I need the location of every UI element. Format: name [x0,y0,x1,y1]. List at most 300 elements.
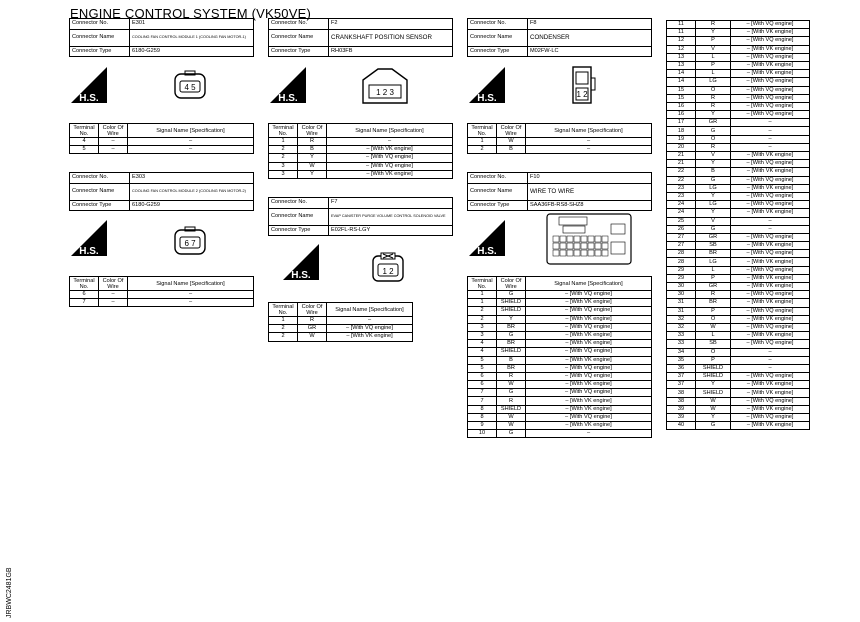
wire-color-cell: GR [696,119,731,127]
signal-name-cell: – [With VQ engine] [731,21,810,29]
wire-color-cell: P [696,61,731,69]
signal-name-cell: – [128,299,254,307]
signal-name-cell: – [With VK engine] [731,422,810,430]
wire-color-cell: – [99,299,128,307]
table-row [667,233,810,241]
signal-name-cell: – [With VQ engine] [731,86,810,94]
terminal-no-cell: 7 [70,299,99,307]
terminal-no-cell: 15 [667,94,696,102]
table-row [667,192,810,200]
wire-color-cell: SHIELD [497,299,526,307]
terminal-no-cell: 2 [468,307,497,315]
table-row [468,315,652,323]
signal-name-cell: – [With VQ engine] [731,414,810,422]
wire-color-cell: W [298,333,327,341]
terminal-no-cell: 28 [667,258,696,266]
terminal-no-cell: 11 [667,21,696,29]
signal-name-cell: – [With VK engine] [731,29,810,37]
table-row [667,176,810,184]
terminal-no-cell: 37 [667,373,696,381]
wire-color-cell: W [497,413,526,421]
page-title: ENGINE CONTROL SYSTEM (VK50VE) [70,6,312,21]
connector-no-value: E303 [130,173,254,184]
connector-face-f7-icon [370,252,406,284]
terminal-no-cell: 4 [70,138,99,146]
table-row [667,21,810,29]
signal-name-cell: – [With VQ engine] [731,78,810,86]
signal-name-cell: – [With VQ engine] [526,372,652,380]
wire-color-cell: GR [696,233,731,241]
terminal-table-e301: Terminal No. Color Of Wire Signal Name [Specification] 4 – – 5 – – [69,123,254,154]
wire-color-cell: G [497,430,526,438]
signal-name-cell: – [With VQ engine] [327,325,413,333]
table-row [667,225,810,233]
table-row [667,340,810,348]
signal-name-cell: – [327,138,453,146]
table-row [667,242,810,250]
terminal-no-cell: 2 [269,146,298,154]
wire-color-cell: O [696,135,731,143]
table-row [667,168,810,176]
signal-name-cell: – [With VK engine] [731,209,810,217]
signal-name-cell: – [731,364,810,372]
wire-color-cell: LG [696,201,731,209]
signal-name-cell: – [With VQ engine] [731,53,810,61]
table-row [667,119,810,127]
wire-color-cell: SHIELD [696,373,731,381]
svg-text:1 2: 1 2 [576,90,588,99]
terminal-no-cell: 2 [269,325,298,333]
table-row [667,299,810,307]
wire-color-cell: SHIELD [497,307,526,315]
svg-text:H.S.: H.S. [79,246,99,257]
wire-color-cell: LG [696,184,731,192]
signal-name-cell: – [With VK engine] [731,184,810,192]
wire-color-cell: L [696,70,731,78]
wire-color-cell: LG [696,258,731,266]
terminal-no-cell: 13 [667,61,696,69]
signal-name-cell: – [With VQ engine] [731,192,810,200]
signal-name-cell: – [With VQ engine] [526,291,652,299]
terminal-no-cell: 26 [667,225,696,233]
connector-face-f2-icon [360,66,410,106]
signal-name-cell: – [With VQ engine] [731,250,810,258]
table-row [667,160,810,168]
hs-symbol-icon [467,61,507,105]
connector-info-e301 [69,18,254,57]
svg-text:H.S.: H.S. [278,93,298,104]
terminal-no-cell: 3 [269,162,298,170]
signal-name-cell: – [With VK engine] [731,274,810,282]
table-row [468,381,652,389]
connector-type-value: SAA36FB-RS8-SHZ8 [528,200,652,211]
table-row [667,201,810,209]
svg-text:1 2: 1 2 [382,267,394,276]
signal-name-cell: – [526,138,652,146]
signal-name-cell: – [With VQ engine] [327,162,453,170]
wire-color-cell: W [696,323,731,331]
table-row [70,138,254,146]
wire-color-cell: Y [298,154,327,162]
connector-type-value: E02FL-RS-LGY [329,225,453,236]
wire-color-cell: Y [696,111,731,119]
wire-color-cell: O [696,86,731,94]
table-row [667,266,810,274]
terminal-no-cell: 32 [667,323,696,331]
wire-color-cell: G [497,291,526,299]
terminal-no-cell: 11 [667,29,696,37]
signal-name-cell: – [With VQ engine] [731,102,810,110]
signal-name-cell: – [With VQ engine] [526,364,652,372]
hs-symbol-icon [467,214,507,258]
table-row [468,389,652,397]
terminal-no-cell: 20 [667,143,696,151]
wire-color-cell: – [99,138,128,146]
label-connector-type: Connector Type [70,46,130,57]
signal-name-cell: – [With VQ engine] [731,397,810,405]
terminal-no-cell: 39 [667,414,696,422]
table-row [269,325,413,333]
signal-name-cell: – [731,135,810,143]
terminal-no-cell: 12 [667,37,696,45]
wire-color-cell: G [696,422,731,430]
connector-type-value: 6180-G259 [130,46,254,57]
wire-color-cell: BR [696,250,731,258]
terminal-no-cell: 8 [468,405,497,413]
connector-name-value: COOLING FAN CONTROL MODULE 1 (COOLING FAN MOTOR-1) [130,29,254,46]
terminal-table-f8: Terminal No. Color Of Wire Signal Name [Specification] 1 W – 2 B – [467,123,652,154]
table-row [468,397,652,405]
terminal-no-cell: 35 [667,356,696,364]
signal-name-cell: – [With VK engine] [526,356,652,364]
wire-color-cell: V [696,217,731,225]
wire-color-cell: V [696,45,731,53]
svg-text:6 7: 6 7 [184,239,196,248]
terminal-no-cell: 16 [667,111,696,119]
connector-type-value: M02FW-LC [528,46,652,57]
signal-name-cell: – [731,119,810,127]
signal-name-cell: – [With VQ engine] [526,307,652,315]
signal-name-cell: – [With VK engine] [731,61,810,69]
wire-color-cell: BR [497,364,526,372]
table-row [269,317,413,325]
connector-face-e301-icon [172,69,208,103]
wire-color-cell: Y [298,170,327,178]
wire-color-cell: BR [696,299,731,307]
table-row [70,291,254,299]
signal-name-cell: – [With VK engine] [731,168,810,176]
wire-color-cell: W [298,162,327,170]
signal-name-cell: – [With VQ engine] [731,340,810,348]
wire-color-cell: R [696,143,731,151]
wire-color-cell: P [696,274,731,282]
connector-info-f2: Connector No. F2 Connector Name CRANKSHAFT POSITION SENSOR Connector Type RH03FB [268,18,453,57]
table-row [667,414,810,422]
svg-text:H.S.: H.S. [291,270,311,281]
table-row [667,37,810,45]
table-row [667,315,810,323]
terminal-no-cell: 38 [667,397,696,405]
signal-name-cell: – [With VK engine] [731,242,810,250]
signal-name-cell: – [With VK engine] [731,381,810,389]
table-row [667,373,810,381]
terminal-no-cell: 1 [468,299,497,307]
table-row [667,111,810,119]
wire-color-cell: O [696,315,731,323]
terminal-no-cell: 1 [468,138,497,146]
terminal-no-cell: 36 [667,364,696,372]
signal-name-cell: – [With VK engine] [731,299,810,307]
terminal-no-cell: 21 [667,160,696,168]
terminal-no-cell: 32 [667,315,696,323]
wire-color-cell: B [298,146,327,154]
terminal-no-cell: 1 [468,291,497,299]
signal-name-cell: – [731,217,810,225]
svg-text:JRBWC2481GB: JRBWC2481GB [6,567,13,618]
table-row [667,217,810,225]
terminal-no-cell: 1 [269,317,298,325]
signal-name-cell: – [731,356,810,364]
signal-name-cell: – [526,430,652,438]
connector-name-value: CRANKSHAFT POSITION SENSOR [329,29,453,46]
wire-color-cell: Y [696,381,731,389]
terminal-no-cell: 34 [667,348,696,356]
signal-name-cell: – [With VQ engine] [526,413,652,421]
terminal-no-cell: 31 [667,299,696,307]
table-row [667,422,810,430]
connector-info-f8: Connector No. F8 Connector Name CONDENSER Connector Type M02FW-LC [467,18,652,57]
terminal-no-cell: 7 [468,389,497,397]
terminal-no-cell: 21 [667,152,696,160]
signal-name-cell: – [With VQ engine] [327,154,453,162]
table-row [468,291,652,299]
connector-no-value: F8 [528,19,652,30]
signal-name-cell: – [With VK engine] [731,45,810,53]
table-row [667,70,810,78]
hs-symbol-icon [268,61,308,105]
terminal-table-f7: Terminal No. Color Of Wire Signal Name [Specification] 1 R – 2 GR – [With VQ engine] 2 W – [With VK engine] [268,302,413,342]
wire-color-cell: G [696,225,731,233]
wire-color-cell: R [497,397,526,405]
wire-color-cell: L [696,53,731,61]
terminal-no-cell: 23 [667,192,696,200]
terminal-no-cell: 6 [468,372,497,380]
connector-type-value: 6180-G259 [130,200,254,211]
signal-name-cell: – [With VQ engine] [731,94,810,102]
hs-symbol-icon [69,214,109,258]
table-row [468,146,652,154]
terminal-no-cell: 29 [667,266,696,274]
wire-color-cell: SHIELD [696,389,731,397]
wire-color-cell: R [298,138,327,146]
table-row [667,102,810,110]
wire-color-cell: Y [696,192,731,200]
connector-name-value: WIRE TO WIRE [528,183,652,200]
wire-color-cell: R [497,372,526,380]
wire-color-cell: R [696,102,731,110]
wire-color-cell: G [497,389,526,397]
signal-name-cell: – [327,317,413,325]
signal-name-cell: – [With VQ engine] [526,389,652,397]
wire-color-cell: BR [497,323,526,331]
svg-text:H.S.: H.S. [477,246,497,257]
signal-name-cell: – [With VK engine] [731,152,810,160]
terminal-no-cell: 22 [667,176,696,184]
connector-name-value: COOLING FAN CONTROL MODULE 2 (COOLING FAN MOTOR-2) [130,183,254,200]
table-row [667,250,810,258]
signal-name-cell: – [With VK engine] [526,422,652,430]
table-row [468,299,652,307]
wire-color-cell: Y [696,160,731,168]
terminal-no-cell: 33 [667,332,696,340]
terminal-no-cell: 40 [667,422,696,430]
terminal-no-cell: 7 [468,397,497,405]
table-row [667,332,810,340]
terminal-no-cell: 19 [667,135,696,143]
table-row [468,323,652,331]
terminal-no-cell: 24 [667,201,696,209]
wire-color-cell: – [99,146,128,154]
signal-name-cell: – [With VQ engine] [731,307,810,315]
wire-color-cell: R [298,317,327,325]
terminal-no-cell: 30 [667,283,696,291]
connector-name-value: CONDENSER [528,29,652,46]
hs-symbol-icon [69,61,109,105]
wire-color-cell: W [497,138,526,146]
table-row [667,143,810,151]
table-row [70,146,254,154]
table-row [468,348,652,356]
wire-color-cell: L [696,332,731,340]
signal-name-cell: – [With VK engine] [731,315,810,323]
wire-color-cell: G [696,127,731,135]
wire-color-cell: Y [696,209,731,217]
wire-color-cell: Y [497,315,526,323]
table-row [269,138,453,146]
signal-name-cell: – [With VQ engine] [731,373,810,381]
table-row [667,258,810,266]
table-row [269,146,453,154]
signal-name-cell: – [128,291,254,299]
terminal-no-cell: 15 [667,86,696,94]
wire-color-cell: B [696,168,731,176]
table-row [269,333,413,341]
table-row [667,389,810,397]
signal-name-cell: – [With VQ engine] [731,176,810,184]
connector-info-f7: Connector No. F7 Connector Name EVAP CANISTER PURGE VOLUME CONTROL SOLENOID VALVE Connector Type E02FL-RS-LGY [268,197,453,236]
signal-name-cell: – [526,146,652,154]
table-row [667,291,810,299]
label-connector-no: Connector No. [70,19,130,30]
terminal-no-cell: 3 [468,323,497,331]
signal-name-cell: – [With VQ engine] [731,323,810,331]
terminal-table-e303: Terminal No. Color Of Wire Signal Name [Specification] 6 – – 7 – – [69,276,254,307]
terminal-no-cell: 39 [667,405,696,413]
table-row [667,45,810,53]
signal-name-cell: – [128,146,254,154]
wire-color-cell: W [497,381,526,389]
terminal-no-cell: 30 [667,291,696,299]
signal-name-cell: – [With VK engine] [731,283,810,291]
terminal-table-f10-continued [666,20,810,430]
table-row [667,152,810,160]
signal-name-cell: – [With VK engine] [526,397,652,405]
wire-color-cell: BR [497,340,526,348]
wire-color-cell: R [696,21,731,29]
terminal-no-cell: 17 [667,119,696,127]
signal-name-cell: – [With VK engine] [526,405,652,413]
wire-color-cell: G [696,176,731,184]
signal-name-cell: – [With VK engine] [731,332,810,340]
table-row [468,340,652,348]
table-row [667,53,810,61]
table-row [667,94,810,102]
signal-name-cell: – [With VQ engine] [731,233,810,241]
signal-name-cell: – [With VK engine] [526,331,652,339]
table-row [667,274,810,282]
svg-text:1 2 3: 1 2 3 [376,88,394,97]
signal-name-cell: – [With VK engine] [526,381,652,389]
table-row [468,331,652,339]
table-row [667,356,810,364]
wire-color-cell: L [696,266,731,274]
table-row [667,127,810,135]
terminal-no-cell: 5 [468,364,497,372]
signal-name-cell: – [With VQ engine] [731,266,810,274]
signal-name-cell: – [With VK engine] [731,389,810,397]
signal-name-cell: – [731,225,810,233]
table-row [468,372,652,380]
signal-name-cell: – [731,127,810,135]
signal-name-cell: – [With VK engine] [327,333,413,341]
label-connector-name: Connector Name [70,29,130,46]
terminal-no-cell: 24 [667,209,696,217]
terminal-no-cell: 5 [70,146,99,154]
signal-name-cell: – [With VK engine] [327,146,453,154]
signal-name-cell: – [731,143,810,151]
connector-no-value: F2 [329,19,453,30]
terminal-no-cell: 6 [70,291,99,299]
signal-name-cell: – [731,348,810,356]
signal-name-cell: – [With VQ engine] [731,111,810,119]
table-row [667,283,810,291]
table-row [667,78,810,86]
connector-face-f8-icon [570,64,598,106]
terminal-no-cell: 9 [468,422,497,430]
table-row [468,422,652,430]
wire-color-cell: P [696,307,731,315]
wire-color-cell: W [696,397,731,405]
figure-code [2,520,14,620]
connector-info-f10: Connector No. F10 Connector Name WIRE TO WIRE Connector Type SAA36FB-RS8-SHZ8 [467,172,652,211]
signal-name-cell: – [With VK engine] [731,70,810,78]
terminal-no-cell: 2 [468,315,497,323]
wire-color-cell: SB [696,242,731,250]
wire-color-cell: P [696,37,731,45]
terminal-table-f10: Terminal No. Color Of Wire Signal Name [Specification] 1 G – [With VQ engine] 1 SHIELD – [With VK engine] 2 SHIELD – [With VQ engine] 2 Y – [With VK engine] 3 BR – [With VQ engine] 3 G – [With VK engine] 4 BR – [With VK engine] 4 SHIELD – [With VQ engine] 5 B – [With VK engine] 5 BR – [With VQ engine] 6 R – [With VQ engine] 6 W – [With VK engine] 7 G – [With VQ engine] 7 R – [With VK engine] 8 SHIELD – [With VK engine] 8 W – [With VQ engine] 9 W – [With VK engine] 10 G – [467,276,652,438]
table-row [667,405,810,413]
terminal-no-cell: 2 [269,333,298,341]
wire-color-cell: Y [696,29,731,37]
table-row [269,170,453,178]
connector-no-value: F7 [329,198,453,209]
terminal-no-cell: 16 [667,102,696,110]
wire-color-cell: O [696,348,731,356]
wire-color-cell: W [696,405,731,413]
connector-no-value: F10 [528,173,652,184]
connector-info-e303: Connector No. E303 Connector Name COOLING FAN CONTROL MODULE 2 (COOLING FAN MOTOR-2) Connector Type 6180-G259 [69,172,254,211]
wire-color-cell: R [696,94,731,102]
